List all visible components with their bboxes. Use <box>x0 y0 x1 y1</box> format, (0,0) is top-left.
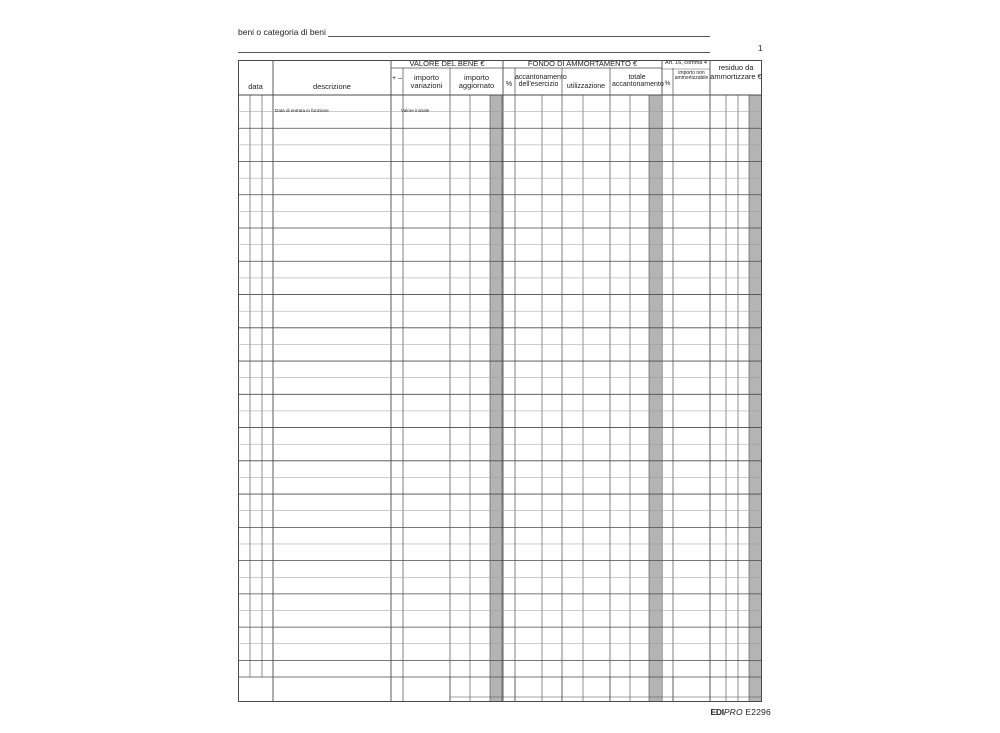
col-utilizzazione: utilizzazione <box>566 83 606 90</box>
ledger-grid <box>238 60 762 702</box>
category-label: beni o categoria di beni <box>238 27 326 37</box>
shade-strip-aggiornato <box>490 95 502 702</box>
page-number: 1 <box>758 44 763 53</box>
second-line <box>238 52 710 53</box>
publisher-logo <box>711 707 771 717</box>
brand-pro: PRO <box>723 707 743 717</box>
brand-edi: EDI <box>710 707 724 717</box>
col-data: data <box>248 82 263 91</box>
category-line <box>328 36 710 37</box>
col-importo-variazioni: importo variazioni <box>410 73 443 90</box>
hint-valore-iniziale: Valore iniziale <box>401 108 430 113</box>
shade-strip-residuo <box>749 95 762 702</box>
shade-strip-totale <box>649 95 661 702</box>
col-percent2: % <box>664 80 671 87</box>
col-plus-minus <box>391 75 403 82</box>
col-accantonamento: accantonamento dell'esercizio <box>515 74 567 89</box>
ledger-table <box>238 60 762 702</box>
col-percent: % <box>505 81 513 88</box>
hint-data-entrata: Data di entrata in funzione <box>275 108 329 113</box>
col-non-ammortizzabile: importo non ammortizzabile <box>674 70 709 82</box>
group-fondo: FONDO DI AMMORTAMENTO € <box>527 59 638 68</box>
col-plus-minus-text: + – <box>392 75 402 82</box>
form-code: E2296 <box>745 707 771 717</box>
col-residuo: residuo da ammortizzare € <box>710 63 762 81</box>
group-art16: Art. 16, comma 4 <box>665 60 707 66</box>
col-totale: totale accantonamento <box>612 74 664 89</box>
col-importo-aggiornato: importo aggiornato <box>458 73 495 90</box>
col-descrizione: descrizione <box>313 82 351 91</box>
group-valore: VALORE DEL BENE € <box>409 59 485 68</box>
